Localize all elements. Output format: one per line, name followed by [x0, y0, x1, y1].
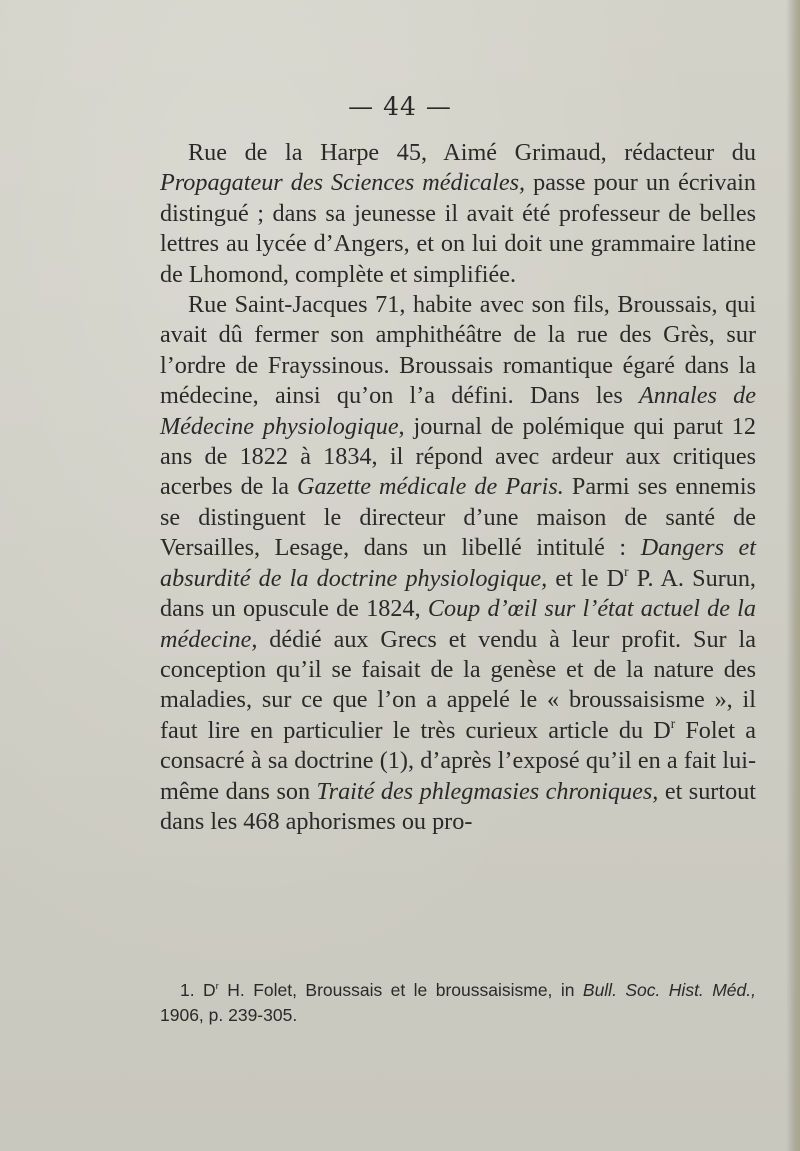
text-run: 1906, p. 239-305.: [160, 1005, 298, 1025]
text-run: Rue de la Harpe 45, Aimé Grimaud, rédacteur du: [188, 139, 756, 166]
text-run: Folet a consacré à sa doctrine (1), d’après l’exposé qu’il en a fait lui-même dans son: [160, 716, 756, 805]
text-run: et le D: [547, 564, 625, 592]
paragraph-rue-de-la-harpe: [160, 138, 756, 290]
superscript: r: [624, 563, 629, 579]
journal-title: Annales de Médecine physiologique,: [160, 382, 756, 440]
journal-title: Propagateur des Sciences médicales,: [160, 169, 526, 197]
text-run: Parmi ses ennemis se distinguent le directeur d’une maison de santé de Versailles, Lesage, dans un libellé intitulé :: [160, 473, 756, 562]
footnote-1: [160, 978, 756, 1028]
text-run: P. A. Surun, dans un opuscule de 1824,: [160, 564, 756, 623]
body-text: [160, 138, 756, 837]
text-run: Rue Saint-Jacques 71, habite avec son fils, Broussais, qui avait dû fermer son amphithéâtre de la rue des Grès, sur l’ordre de Frayssinous. Broussais romantique égaré dans la médecine, ainsi qu’on l’a défini. Dans les: [160, 291, 756, 410]
text-run: 1. D: [180, 980, 216, 1000]
superscript: r: [215, 980, 219, 992]
journal-abbreviation: Bull. Soc. Hist. Méd.,: [582, 980, 756, 1000]
page-number: — 44 —: [348, 92, 452, 121]
journal-title: Gazette médicale de Paris.: [297, 473, 564, 501]
book-title: Dangers et absurdité de la doctrine physiologique,: [160, 534, 757, 592]
text-run: H. Folet, Broussais et le broussaisisme, in: [218, 980, 583, 1000]
text-run: et surtout dans les 468 aphorismes ou pro-: [160, 777, 756, 835]
book-title: Traité des phlegmasies chroniques,: [316, 777, 659, 805]
superscript: r: [670, 715, 676, 731]
text-run: passe pour un écrivain distingué ; dans sa jeunesse il avait été professeur de belles lettres au lycée d’Angers, et on lui doit une grammaire latine de Lhomond, complète et simplifiée.: [160, 169, 756, 288]
book-title: Coup d’œil sur l’état actuel de la médecine,: [160, 595, 756, 653]
page-edge-shadow: [786, 0, 800, 1151]
footnote: [160, 978, 756, 1028]
text-run: dédié aux Grecs et vendu à leur profit. Sur la conception qu’il se faisait de la genèse et de la nature des maladies, sur ce que l’on a appelé le « broussaisisme », il faut lire en particulier le très curieux article du D: [160, 625, 756, 744]
text-run: journal de polémique qui parut 12 ans de 1822 à 1834, il répond avec ardeur aux critiques acerbes de la: [160, 412, 756, 501]
paragraph-rue-saint-jacques: [160, 290, 756, 837]
